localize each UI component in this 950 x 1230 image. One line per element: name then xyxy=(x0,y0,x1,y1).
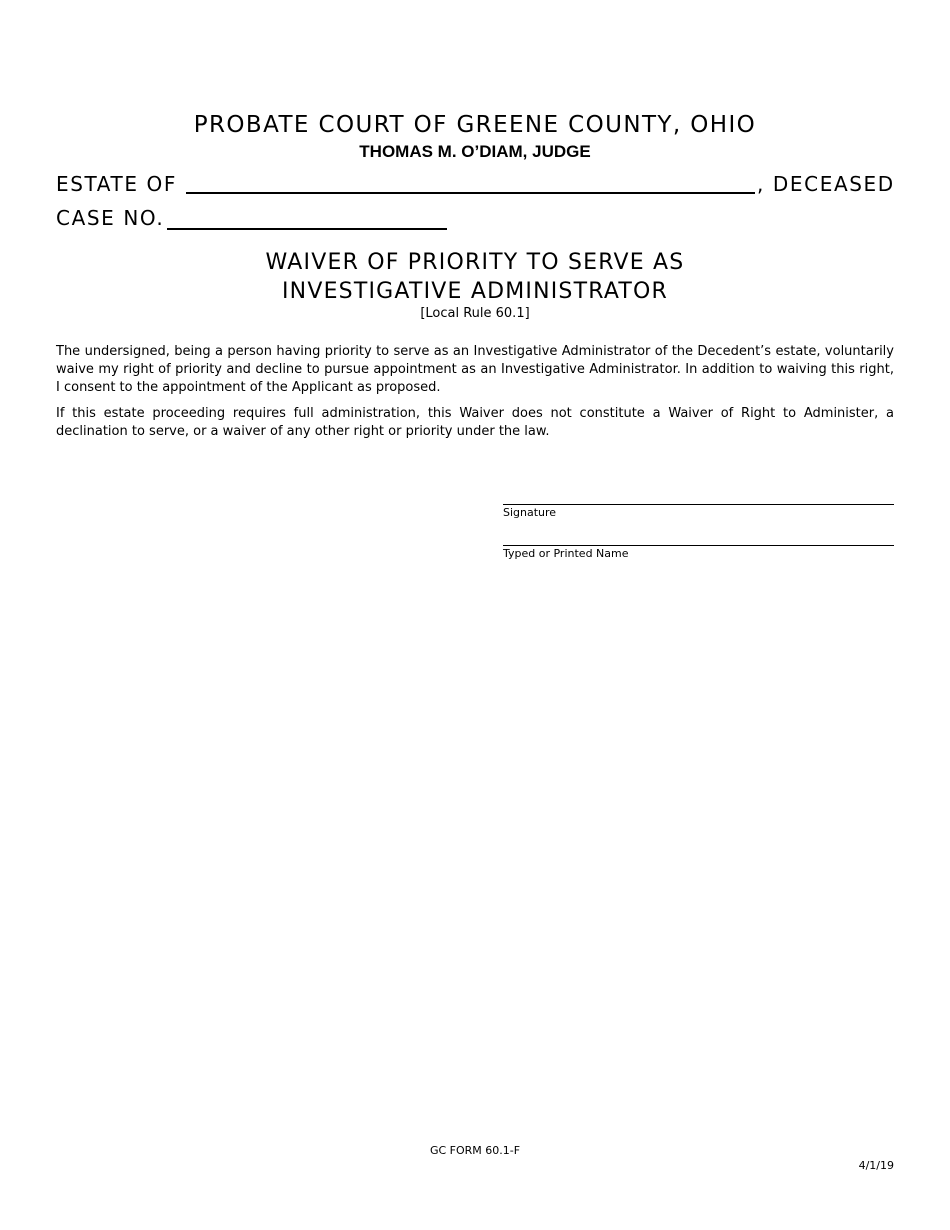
case-number-label: CASE NO. xyxy=(56,206,165,230)
printed-name-label: Typed or Printed Name xyxy=(503,547,629,560)
estate-of-label: ESTATE OF xyxy=(56,172,177,196)
case-number-field[interactable] xyxy=(167,228,447,230)
printed-name-field[interactable] xyxy=(503,545,894,546)
form-title-line-2: INVESTIGATIVE ADMINISTRATOR xyxy=(281,279,669,304)
revision-date: 4/1/19 xyxy=(858,1159,894,1172)
signature-label: Signature xyxy=(503,506,557,519)
signature-field[interactable] xyxy=(503,504,894,505)
deceased-label: , DECEASED xyxy=(757,172,895,196)
disclaimer-paragraph: If this estate proceeding requires full administration, this Waiver does not constitute a Waiver of Right to Administer, a declination to serve, or a waiver of any other right or priority under the law. xyxy=(56,406,894,439)
judge-name: THOMAS M. O’DIAM, JUDGE xyxy=(359,142,591,161)
local-rule-reference: [Local Rule 60.1] xyxy=(420,306,530,321)
form-number: GC FORM 60.1-F xyxy=(429,1144,521,1157)
estate-name-field[interactable] xyxy=(186,192,755,194)
waiver-paragraph: The undersigned, being a person having priority to serve as an Investigative Administrator of the Decedent’s estate, voluntarily waive my right of priority and decline to pursue appointment as an Investigative Administrator. In addition to waiving this right, I consent to the appointment of the Applicant as proposed. xyxy=(56,344,894,395)
court-title: PROBATE COURT OF GREENE COUNTY, OHIO xyxy=(193,112,757,138)
form-title-line-1: WAIVER OF PRIORITY TO SERVE AS xyxy=(265,250,685,275)
